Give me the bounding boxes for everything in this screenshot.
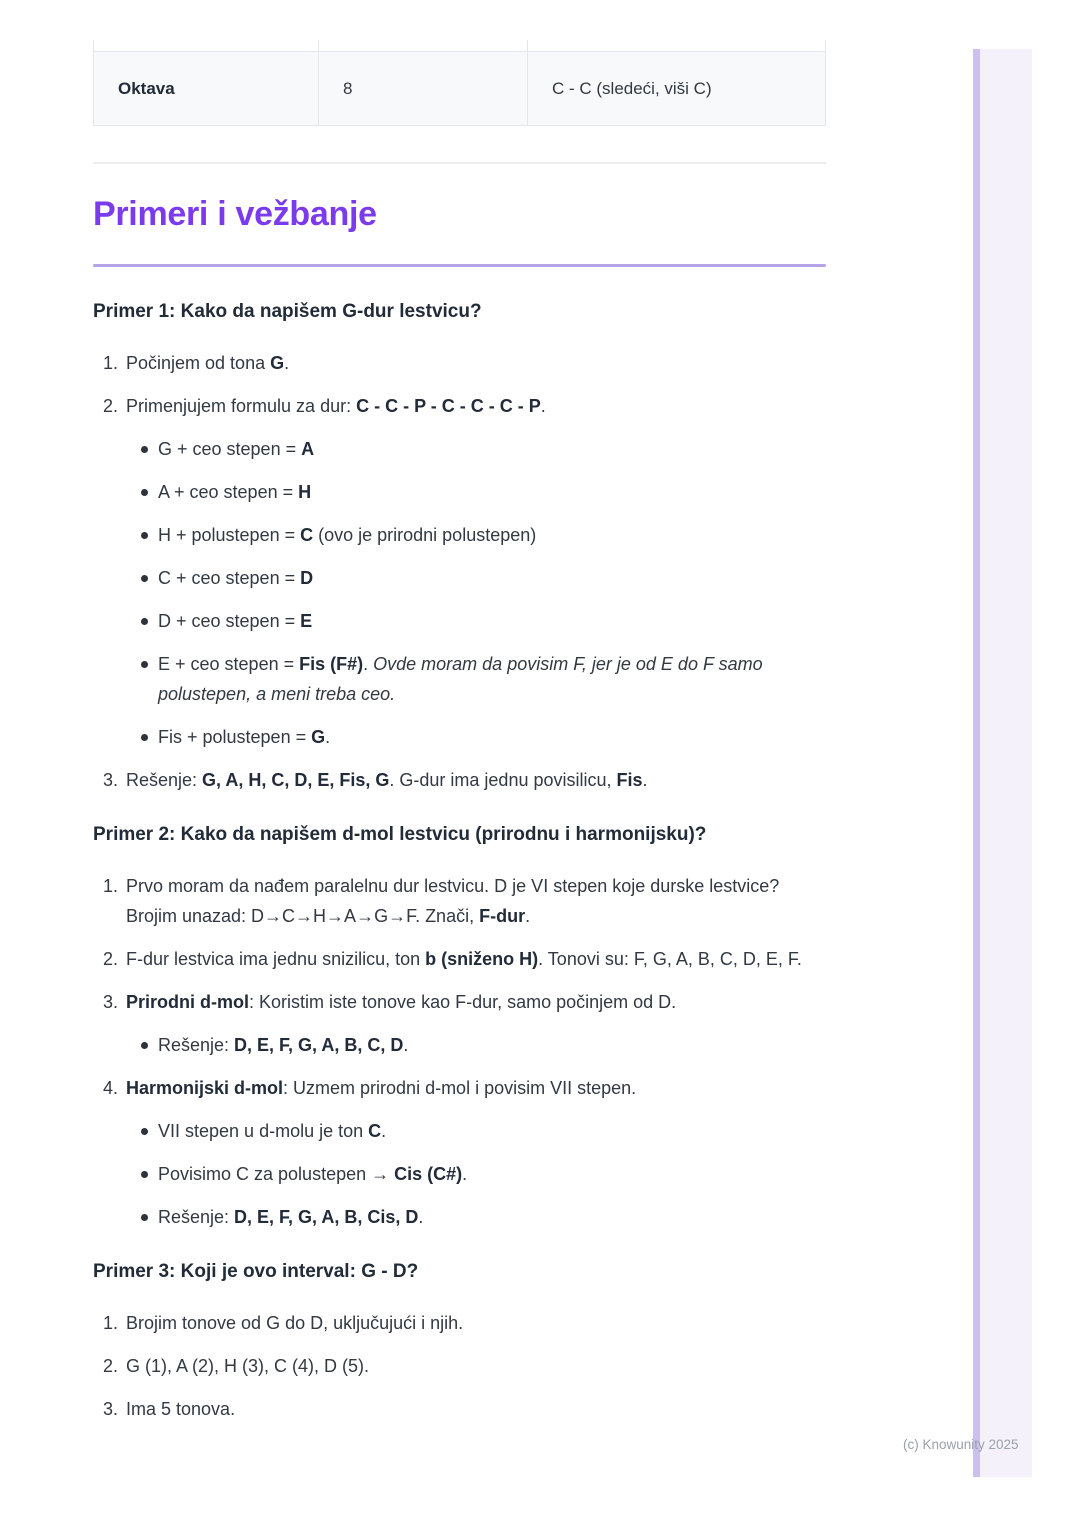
text-segment: A + ceo stepen = (158, 482, 299, 502)
numbered-list-item (93, 391, 826, 421)
text-segment: D (300, 568, 314, 588)
bullet-list-item (140, 434, 826, 464)
list-item-number: 2. (103, 396, 119, 416)
bullet-list-item (140, 1202, 826, 1232)
bullet-list-item (140, 606, 826, 636)
text-segment: G + ceo stepen = (158, 439, 302, 459)
text-segment: . Tonovi su: F, G, A, B, C, D, E, F. (538, 949, 802, 969)
list-item-text (126, 987, 826, 1017)
horizontal-divider (93, 162, 826, 164)
list-item-number: 1. (103, 876, 119, 896)
list-item-text (126, 1394, 826, 1424)
text-segment: . (462, 1164, 468, 1184)
numbered-list-item (93, 1308, 826, 1338)
numbered-list (93, 1308, 826, 1424)
text-segment: F-dur lestvica ima jednu snizilicu, ton (126, 949, 426, 969)
bullet-marker-icon (140, 649, 158, 709)
text-segment: E + ceo stepen = (158, 654, 300, 674)
bullet-list (140, 434, 826, 752)
text-segment: . (381, 1121, 387, 1141)
bullet-marker-icon (140, 434, 158, 464)
text-segment: Počinjem od tona (126, 353, 271, 373)
text-segment: C - C - P - C - C - C - P (356, 396, 541, 416)
text-segment: Harmonijski d-mol (126, 1078, 284, 1098)
bullet-item-text (158, 434, 826, 464)
numbered-list-item (93, 1394, 826, 1424)
table-partial-cell (93, 40, 318, 52)
bullet-marker-icon (140, 1202, 158, 1232)
text-segment: H + polustepen = (158, 525, 301, 545)
text-segment: E (300, 611, 313, 631)
text-segment: Povisimo C za polustepen → (158, 1164, 395, 1184)
text-segment: . G-dur ima jednu povisilicu, (389, 770, 617, 790)
numbered-list (93, 348, 826, 795)
bullet-item-text (158, 563, 826, 593)
text-segment: Brojim tonove od G do D, uključujući i njih. (126, 1313, 464, 1333)
list-item-text (126, 871, 826, 931)
section-title-underline (93, 264, 826, 267)
bullet-marker-icon (140, 477, 158, 507)
copyright-label: (c) Knowunity 2025 (903, 1437, 1019, 1452)
list-item-number: 3. (103, 770, 119, 790)
bullet-list-item (140, 1030, 826, 1060)
bullet-marker-icon (140, 722, 158, 752)
bullet-marker-icon (140, 563, 158, 593)
text-segment: C + ceo stepen = (158, 568, 301, 588)
text-segment: C (300, 525, 314, 545)
text-segment: H (298, 482, 312, 502)
text-segment: D, E, F, G, A, B, C, D (234, 1035, 404, 1055)
text-segment: F-dur (479, 906, 526, 926)
text-segment: . (284, 353, 290, 373)
text-segment: A (301, 439, 315, 459)
bullet-list-item (140, 520, 826, 550)
list-item-text (126, 1308, 826, 1338)
text-segment: Ovde moram da povisim F, jer je od E do F samo polustepen, a meni treba ceo. (158, 654, 763, 704)
page-content (93, 40, 826, 1450)
text-segment: : Koristim iste tonove kao F-dur, samo počinjem od D. (249, 992, 677, 1012)
text-segment: Primenjujem formulu za dur: (126, 396, 357, 416)
list-item-number: 3. (103, 992, 119, 1012)
text-segment: . (540, 396, 546, 416)
text-segment: Prvo moram da nađem paralelnu dur lestvicu. D je VI stepen koje durske lestvice? Brojim unazad: D→C→H→A→G→F. Znači, (126, 876, 780, 926)
intervals-table (93, 40, 826, 126)
list-item-number: 4. (103, 1078, 119, 1098)
text-segment: Rešenje: (158, 1035, 235, 1055)
text-segment: . (363, 654, 374, 674)
list-item-number: 2. (103, 949, 119, 969)
list-item-text (126, 765, 826, 795)
bullet-item-text (158, 1116, 826, 1146)
list-item-text (126, 1351, 826, 1381)
list-item-text (126, 348, 826, 378)
text-segment: . (642, 770, 648, 790)
bullet-marker-icon (140, 606, 158, 636)
numbered-list (93, 871, 826, 1232)
table-partial-cell (318, 40, 527, 52)
bullet-item-text (158, 606, 826, 636)
text-segment: C (368, 1121, 382, 1141)
bullet-list-item (140, 722, 826, 752)
bullet-item-text (158, 477, 826, 507)
table-row-partial (93, 40, 826, 52)
text-segment: : Uzmem prirodni d-mol i povisim VII stepen. (283, 1078, 637, 1098)
bullet-list-item (140, 563, 826, 593)
bullet-marker-icon (140, 1030, 158, 1060)
numbered-list-item (93, 1073, 826, 1103)
numbered-list-item (93, 944, 826, 974)
text-segment: Cis (C#) (394, 1164, 463, 1184)
list-item-number: 2. (103, 1356, 119, 1376)
table-cell-interval-example: C - C (sledeći, viši C) (527, 52, 826, 126)
text-segment: Fis (616, 770, 643, 790)
numbered-list-item (93, 348, 826, 378)
example-heading: Primer 3: Koji je ovo interval: G - D? (93, 1261, 419, 1282)
text-segment: G, A, H, C, D, E, Fis, G (202, 770, 390, 790)
text-segment: Rešenje: (158, 1207, 235, 1227)
bullet-list-item (140, 1116, 826, 1146)
examples-container (93, 298, 826, 1424)
text-segment: Fis (F#) (299, 654, 364, 674)
bullet-item-text (158, 1159, 826, 1189)
right-accent-bar (973, 49, 1032, 1477)
bullet-marker-icon (140, 520, 158, 550)
bullet-marker-icon (140, 1159, 158, 1189)
bullet-item-text (158, 520, 826, 550)
list-item-number: 1. (103, 1313, 119, 1333)
list-item-number: 3. (103, 1399, 119, 1419)
text-segment: G (311, 727, 326, 747)
example-heading: Primer 1: Kako da napišem G-dur lestvicu? (93, 301, 482, 322)
text-segment: . (403, 1035, 409, 1055)
text-segment: (ovo je prirodni polustepen) (313, 525, 537, 545)
bullet-list (140, 1030, 826, 1060)
numbered-list-item (93, 871, 826, 931)
bullet-list-item (140, 649, 826, 709)
table-partial-cell (527, 40, 826, 52)
text-segment: G (270, 353, 285, 373)
bullet-item-text (158, 1030, 826, 1060)
bullet-marker-icon (140, 1116, 158, 1146)
example-heading: Primer 2: Kako da napišem d-mol lestvicu (prirodnu i harmonijsku)? (93, 824, 707, 845)
text-segment: b (sniženo H) (425, 949, 539, 969)
text-segment: VII stepen u d-molu je ton (158, 1121, 369, 1141)
text-segment: G (1), A (2), H (3), C (4), D (5). (126, 1356, 370, 1376)
text-segment: Ima 5 tonova. (126, 1399, 236, 1419)
bullet-list-item (140, 477, 826, 507)
table-row-oktava (93, 52, 826, 126)
table-cell-interval-name: Oktava (93, 52, 318, 126)
list-item-text (126, 1073, 826, 1103)
numbered-list-item (93, 987, 826, 1017)
table-cell-interval-size: 8 (318, 52, 527, 126)
text-segment: Fis + polustepen = (158, 727, 312, 747)
bullet-list (140, 1116, 826, 1232)
numbered-list-item (93, 765, 826, 795)
numbered-list-item (93, 1351, 826, 1381)
text-segment: . (418, 1207, 424, 1227)
bullet-item-text (158, 722, 826, 752)
text-segment: Prirodni d-mol (126, 992, 249, 1012)
text-segment: D + ceo stepen = (158, 611, 301, 631)
bullet-item-text (158, 1202, 826, 1232)
list-item-text (126, 944, 826, 974)
bullet-list-item (140, 1159, 826, 1189)
text-segment: D, E, F, G, A, B, Cis, D (234, 1207, 419, 1227)
bullet-item-text (158, 649, 826, 709)
list-item-text (126, 391, 826, 421)
text-segment: Rešenje: (126, 770, 203, 790)
text-segment: . (325, 727, 331, 747)
section-title: Primeri i vežbanje (93, 195, 377, 233)
text-segment: . (525, 906, 531, 926)
list-item-number: 1. (103, 353, 119, 373)
